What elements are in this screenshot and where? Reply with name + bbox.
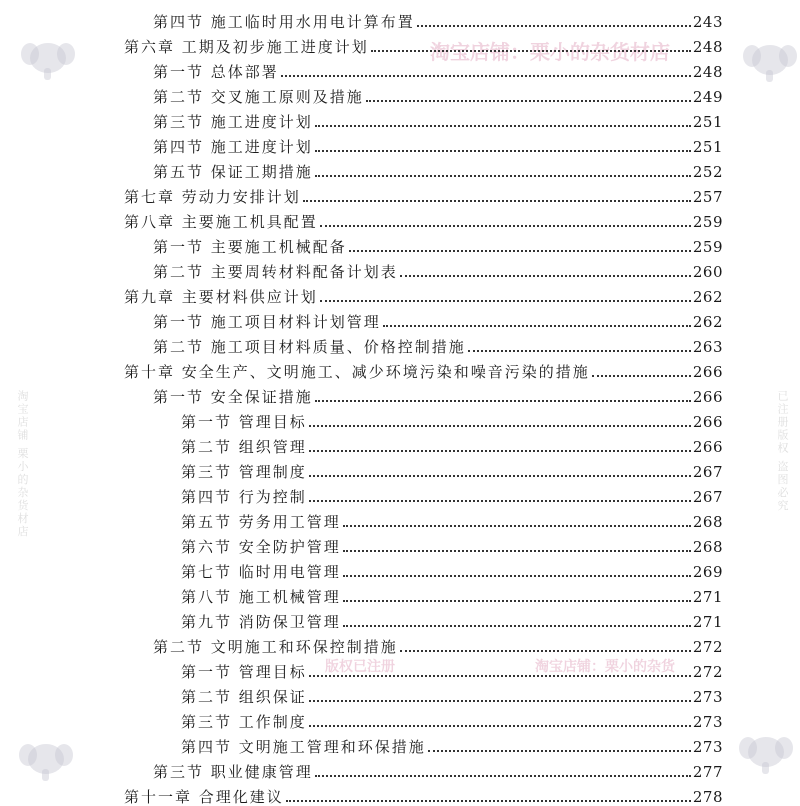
toc-entry-page-number: 248 — [692, 38, 723, 56]
toc-entry-title: 第三节 职业健康管理 — [153, 763, 313, 781]
toc-entry-title: 第二节 施工项目材料质量、价格控制措施 — [153, 338, 466, 356]
toc-entry[interactable] — [124, 206, 723, 231]
toc-dot-leader — [320, 224, 691, 227]
toc-dot-leader — [309, 499, 691, 502]
toc-dot-leader — [320, 299, 691, 302]
toc-entry-page-number: 266 — [692, 438, 723, 456]
toc-entry-page-number: 251 — [692, 113, 723, 131]
toc-entry-title: 第八章 主要施工机具配置 — [124, 213, 318, 231]
toc-entry-title: 第一节 总体部署 — [153, 63, 279, 81]
watermark-shop-mid: 淘宝店铺：栗小的杂货 — [535, 659, 675, 675]
toc-entry-title: 第三节 管理制度 — [181, 463, 307, 481]
toc-dot-leader — [383, 324, 691, 327]
toc-entry-page-number: 271 — [692, 588, 723, 606]
toc-dot-leader — [309, 674, 691, 677]
toc-entry-page-number: 259 — [692, 238, 723, 256]
toc-entry-page-number: 272 — [692, 638, 723, 656]
toc-entry-title: 第三节 施工进度计划 — [153, 113, 313, 131]
toc-entry[interactable] — [153, 106, 723, 131]
toc-dot-leader — [343, 524, 691, 527]
toc-dot-leader — [309, 474, 691, 477]
toc-entry-page-number: 266 — [692, 363, 723, 381]
toc-entry-title: 第一节 安全保证措施 — [153, 388, 313, 406]
toc-entry[interactable] — [181, 456, 723, 481]
toc-entry[interactable] — [124, 781, 723, 806]
toc-dot-leader — [343, 599, 691, 602]
toc-dot-leader — [371, 49, 691, 52]
toc-entry[interactable] — [153, 231, 723, 256]
toc-entry[interactable] — [153, 56, 723, 81]
toc-dot-leader — [315, 149, 691, 152]
toc-entry-page-number: 257 — [692, 188, 723, 206]
toc-entry-page-number: 268 — [692, 513, 723, 531]
toc-dot-leader — [417, 24, 691, 27]
toc-entry-page-number: 260 — [692, 263, 723, 281]
toc-dot-leader — [303, 199, 691, 202]
toc-entry-page-number: 248 — [692, 63, 723, 81]
toc-entry-title: 第二节 交叉施工原则及措施 — [153, 88, 364, 106]
toc-entry-title: 第四节 施工临时用水用电计算布置 — [153, 13, 415, 31]
toc-entry[interactable] — [153, 331, 723, 356]
toc-entry-title: 第九章 主要材料供应计划 — [124, 288, 318, 306]
toc-entry-title: 第三节 工作制度 — [181, 713, 307, 731]
toc-entry-title: 第一节 施工项目材料计划管理 — [153, 313, 381, 331]
toc-entry[interactable] — [153, 81, 723, 106]
toc-entry[interactable] — [181, 531, 723, 556]
toc-dot-leader — [400, 274, 691, 277]
toc-entry-title: 第一节 管理目标 — [181, 663, 307, 681]
toc-entry-title: 第八节 施工机械管理 — [181, 588, 341, 606]
watermark-shop-top: 淘宝店铺：栗小的杂货材店 — [430, 40, 670, 64]
toc-entry-title: 第二节 文明施工和环保控制措施 — [153, 638, 398, 656]
toc-entry-title: 第四节 施工进度计划 — [153, 138, 313, 156]
toc-dot-leader — [343, 574, 691, 577]
toc-entry[interactable] — [181, 556, 723, 581]
toc-entry-page-number: 252 — [692, 163, 723, 181]
toc-entry-page-number: 249 — [692, 88, 723, 106]
toc-entry[interactable] — [124, 31, 723, 56]
toc-entry-title: 第五节 保证工期措施 — [153, 163, 313, 181]
toc-entry[interactable] — [181, 406, 723, 431]
toc-dot-leader — [309, 699, 691, 702]
toc-entry[interactable] — [181, 481, 723, 506]
toc-dot-leader — [315, 399, 691, 402]
toc-dot-leader — [315, 774, 691, 777]
toc-entry-title: 第七章 劳动力安排计划 — [124, 188, 301, 206]
toc-entry[interactable] — [153, 131, 723, 156]
toc-entry-page-number: 267 — [692, 488, 723, 506]
toc-dot-leader — [286, 799, 691, 802]
toc-dot-leader — [428, 749, 691, 752]
toc-entry-title: 第十一章 合理化建议 — [124, 788, 284, 806]
toc-entry[interactable] — [181, 681, 723, 706]
toc-entry-page-number: 262 — [692, 313, 723, 331]
toc-entry[interactable] — [181, 606, 723, 631]
toc-entry[interactable] — [181, 731, 723, 756]
toc-entry-page-number: 266 — [692, 413, 723, 431]
toc-dot-leader — [343, 624, 691, 627]
toc-entry-title: 第二节 组织管理 — [181, 438, 307, 456]
toc-entry-title: 第二节 主要周转材料配备计划表 — [153, 263, 398, 281]
watermark-left-vertical: 淘宝店铺 栗小的杂货材店 — [16, 390, 29, 539]
toc-dot-leader — [592, 374, 691, 377]
toc-dot-leader — [315, 174, 691, 177]
toc-entry[interactable] — [153, 306, 723, 331]
toc-entry[interactable] — [181, 506, 723, 531]
toc-entry-page-number: 268 — [692, 538, 723, 556]
toc-entry[interactable] — [153, 381, 723, 406]
toc-entry-page-number: 273 — [692, 688, 723, 706]
toc-entry-page-number: 271 — [692, 613, 723, 631]
toc-entry[interactable] — [181, 656, 723, 681]
toc-entry-page-number: 273 — [692, 713, 723, 731]
toc-dot-leader — [468, 349, 691, 352]
toc-entry[interactable] — [153, 6, 723, 31]
toc-entry-page-number: 251 — [692, 138, 723, 156]
toc-entry-page-number: 266 — [692, 388, 723, 406]
toc-entry-title: 第四节 行为控制 — [181, 488, 307, 506]
toc-entry[interactable] — [153, 256, 723, 281]
toc-dot-leader — [309, 724, 691, 727]
toc-entry-title: 第二节 组织保证 — [181, 688, 307, 706]
toc-dot-leader — [343, 549, 691, 552]
toc-entry[interactable] — [181, 706, 723, 731]
toc-entry-title: 第六节 安全防护管理 — [181, 538, 341, 556]
toc-dot-leader — [349, 249, 691, 252]
toc-entry-title: 第九节 消防保卫管理 — [181, 613, 341, 631]
toc-entry-page-number: 272 — [692, 663, 723, 681]
toc-entry-title: 第四节 文明施工管理和环保措施 — [181, 738, 426, 756]
toc-entry[interactable] — [153, 756, 723, 781]
toc-dot-leader — [309, 424, 691, 427]
toc-entry-page-number: 263 — [692, 338, 723, 356]
toc-entry-page-number: 243 — [692, 13, 723, 31]
toc-entry-page-number: 277 — [692, 763, 723, 781]
toc-entry[interactable] — [181, 431, 723, 456]
toc-entry-title: 第五节 劳务用工管理 — [181, 513, 341, 531]
toc-entry[interactable] — [153, 631, 723, 656]
toc-entry-page-number: 269 — [692, 563, 723, 581]
toc-entry-page-number: 278 — [692, 788, 723, 806]
toc-dot-leader — [315, 124, 691, 127]
toc-entry[interactable] — [124, 181, 723, 206]
toc-dot-leader — [309, 449, 691, 452]
toc-entry-page-number: 267 — [692, 463, 723, 481]
toc-entry-page-number: 262 — [692, 288, 723, 306]
toc-entry-title: 第七节 临时用电管理 — [181, 563, 341, 581]
toc-entry-title: 第一节 主要施工机械配备 — [153, 238, 347, 256]
toc-entry-title: 第十章 安全生产、文明施工、减少环境污染和噪音污染的措施 — [124, 363, 590, 381]
toc-entry-title: 第一节 管理目标 — [181, 413, 307, 431]
toc-dot-leader — [400, 649, 691, 652]
toc-entry[interactable] — [153, 156, 723, 181]
toc-entry-title: 第六章 工期及初步施工进度计划 — [124, 38, 369, 56]
toc-dot-leader — [281, 74, 691, 77]
toc-entry-page-number: 259 — [692, 213, 723, 231]
toc-entry-page-number: 273 — [692, 738, 723, 756]
toc-entry[interactable] — [124, 281, 723, 306]
watermark-right-vertical: 已注册版权 盗图必究 — [776, 390, 789, 513]
toc-dot-leader — [366, 99, 691, 102]
watermark-copyright-mid: 版权已注册 — [325, 659, 395, 675]
toc-entry[interactable] — [124, 356, 723, 381]
toc-entry[interactable] — [181, 581, 723, 606]
